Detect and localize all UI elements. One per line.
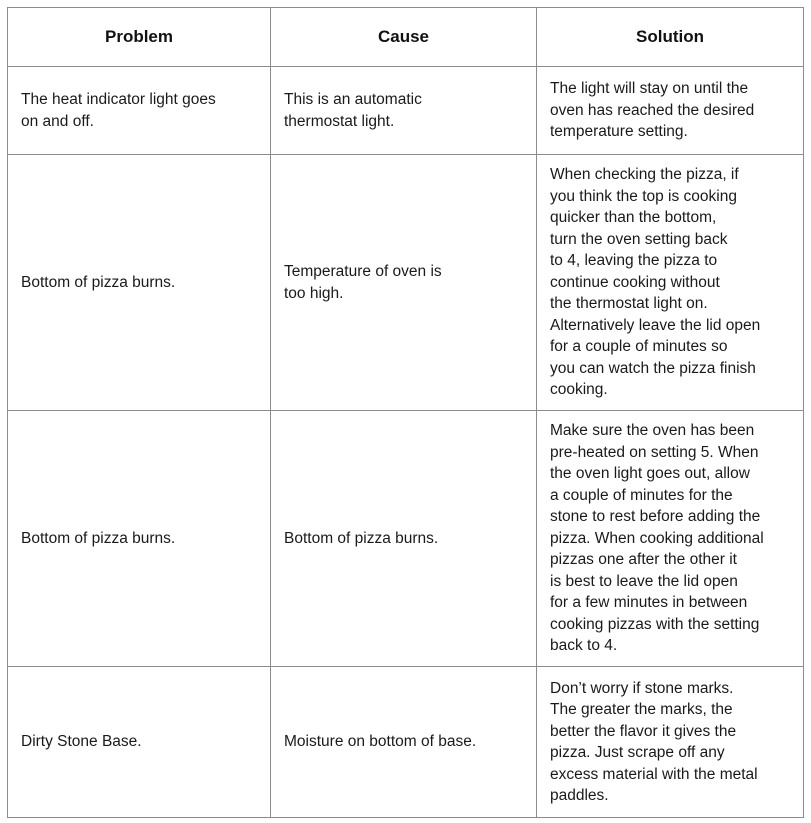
cause-cell: Temperature of oven is too high. (271, 155, 537, 411)
table-row (8, 667, 804, 818)
problem-cell: Bottom of pizza burns. (8, 411, 271, 667)
problem-cell: Dirty Stone Base. (8, 667, 271, 818)
cause-column-header: Cause (271, 8, 537, 67)
cause-cell: Bottom of pizza burns. (271, 411, 537, 667)
table-row (8, 155, 804, 411)
header-row (8, 8, 804, 67)
table-row (8, 411, 804, 667)
cause-cell: This is an automatic thermostat light. (271, 67, 537, 155)
solution-cell: Make sure the oven has been pre-heated on setting 5. When the oven light goes out, allow a couple of minutes for the stone to rest before adding the pizza. When cooking additional pizzas one after the other it is best to leave the lid open for a few minutes in between cooking pizzas with the setting back to 4. (537, 411, 804, 667)
solution-cell: When checking the pizza, if you think the top is cooking quicker than the bottom, turn the oven setting back to 4, leaving the pizza to continue cooking without the thermostat light on. Alternatively leave the lid open for a couple of minutes so you can watch the pizza finish cooking. (537, 155, 804, 411)
troubleshooting-table (7, 7, 804, 818)
solution-column-header: Solution (537, 8, 804, 67)
table-row (8, 67, 804, 155)
problem-column-header: Problem (8, 8, 271, 67)
solution-cell: Don’t worry if stone marks. The greater the marks, the better the flavor it gives the pizza. Just scrape off any excess material with the metal paddles. (537, 667, 804, 818)
problem-cell: Bottom of pizza burns. (8, 155, 271, 411)
problem-cell: The heat indicator light goes on and off. (8, 67, 271, 155)
solution-cell: The light will stay on until the oven has reached the desired temperature setting. (537, 67, 804, 155)
cause-cell: Moisture on bottom of base. (271, 667, 537, 818)
